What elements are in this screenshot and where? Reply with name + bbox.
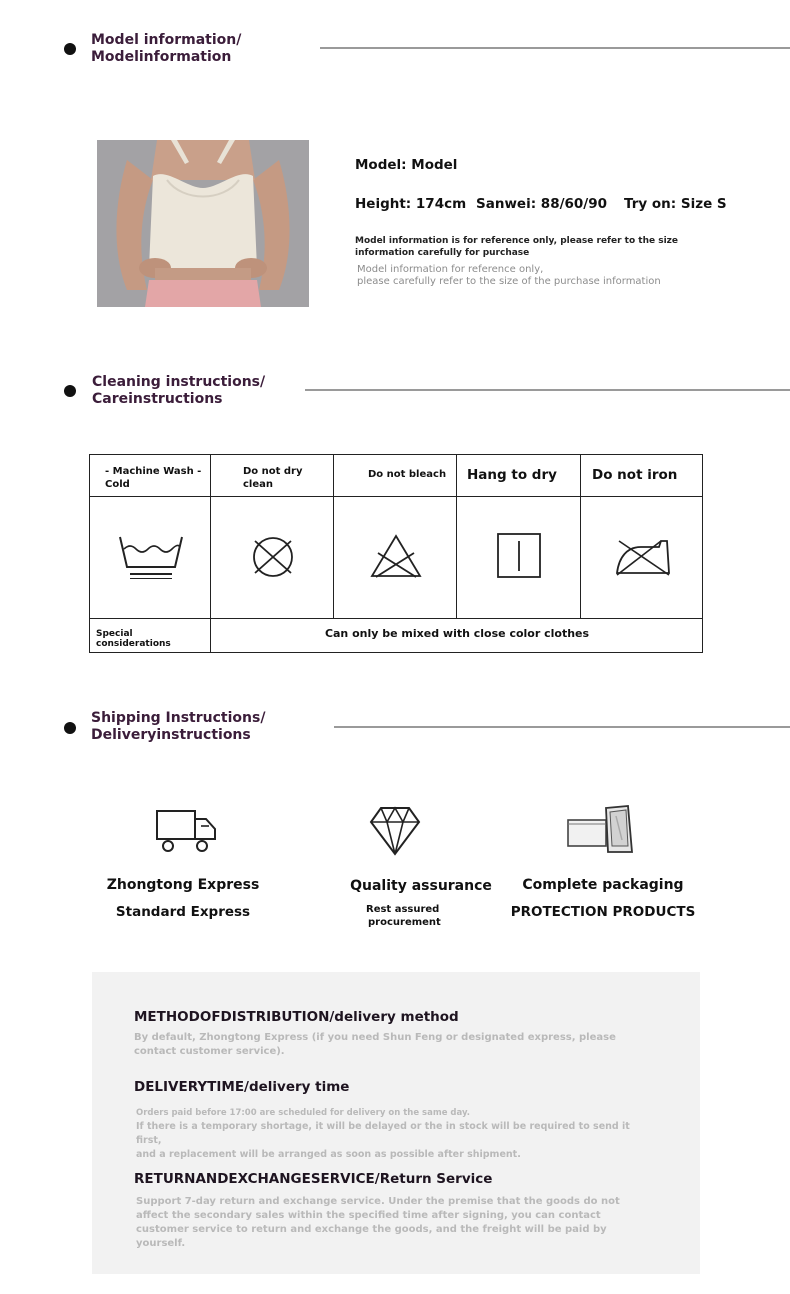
model-disclaimer: Model information is for reference only, please refer to the size information carefully for purchase: [355, 236, 679, 258]
return-service-title: RETURNANDEXCHANGESERVICE/Return Service: [134, 1171, 493, 1187]
section-divider: [305, 389, 790, 391]
delivery-time-title: DELIVERYTIME/delivery time: [134, 1079, 350, 1095]
care-label-hang-dry: Hang to dry: [467, 467, 557, 483]
return-service-text: Support 7-day return and exchange service. Under the premise that the goods do not affect the secondary sales within the specified time after signing, you can contact customer service to return and exchange the goods, and the freight will be paid by yourself.: [136, 1196, 620, 1249]
care-section-title: Cleaning instructions/ Careinstructions: [92, 374, 266, 407]
model-try-on-size: Try on: Size S: [624, 196, 727, 212]
delivery-info-box: [92, 972, 700, 1274]
model-section-title: Model information/ Modelinformation: [91, 32, 242, 65]
care-section-header: [0, 372, 790, 422]
bullet-dot-icon: [64, 43, 76, 55]
care-icon-cell: [457, 497, 581, 619]
special-considerations-value: Can only be mixed with close color clothes: [324, 627, 590, 640]
care-header-cell: [90, 455, 211, 497]
model-name: Model: Model: [355, 157, 458, 173]
shipping-section-header: [0, 709, 790, 759]
diamond-icon: [369, 806, 421, 856]
care-header-cell: [581, 455, 703, 497]
no-bleach-icon: [370, 533, 422, 579]
shipping-carrier-type: Standard Express: [115, 904, 251, 920]
shipping-carrier-name: Zhongtong Express: [106, 877, 260, 893]
section-divider: [334, 726, 790, 728]
care-icon-cell: [211, 497, 334, 619]
care-header-cell: [211, 455, 334, 497]
care-icon-cell: [334, 497, 457, 619]
model-sanwei: Sanwei: 88/60/90: [476, 196, 608, 212]
quality-title: Quality assurance: [350, 878, 492, 894]
package-bag-icon: [566, 804, 636, 856]
wash-basin-icon: [118, 533, 184, 579]
model-photo: [97, 140, 309, 307]
section-divider: [320, 47, 790, 49]
care-label-wash: - Machine Wash - Cold: [105, 466, 202, 490]
care-label-iron: Do not iron: [592, 467, 678, 483]
quality-subtitle: Rest assured procurement: [366, 904, 441, 928]
packaging-title: Complete packaging: [522, 877, 684, 893]
care-label-bleach: Do not bleach: [368, 469, 447, 480]
no-iron-icon: [613, 537, 671, 577]
special-considerations-label: Special considerations: [96, 629, 171, 649]
hang-dry-icon: [497, 533, 541, 579]
care-table: [89, 454, 703, 653]
distribution-method-title: METHODOFDISTRIBUTION/delivery method: [134, 1009, 459, 1025]
bullet-dot-icon: [64, 385, 76, 397]
care-label-dry-clean: Do not dry clean: [243, 466, 303, 490]
model-section-header: [0, 30, 790, 80]
shipping-section-title: Shipping Instructions/ Deliveryinstructions: [91, 710, 266, 743]
care-header-cell: [334, 455, 457, 497]
bullet-dot-icon: [64, 722, 76, 734]
packaging-subtitle: PROTECTION PRODUCTS: [510, 904, 696, 920]
delivery-time-text: Orders paid before 17:00 are scheduled for delivery on the same day. If there is a temporary shortage, it will be delayed or the in stock will be required to send it first, and a replacement will be arranged as soon as possible after shipment.: [136, 1108, 630, 1160]
care-icon-cell: [90, 497, 211, 619]
care-icon-cell: [581, 497, 703, 619]
no-dry-clean-icon: [249, 537, 297, 577]
model-disclaimer-grey: Model information for reference only, please carefully refer to the size of the purchase information: [357, 264, 661, 287]
special-value-cell: [211, 619, 703, 652]
truck-icon: [154, 808, 218, 854]
distribution-method-text: By default, Zhongtong Express (if you need Shun Feng or designated express, please contact customer service).: [134, 1032, 616, 1057]
model-height: Height: 174cm: [355, 196, 467, 212]
care-header-cell: [457, 455, 581, 497]
special-label-cell: [90, 619, 211, 652]
